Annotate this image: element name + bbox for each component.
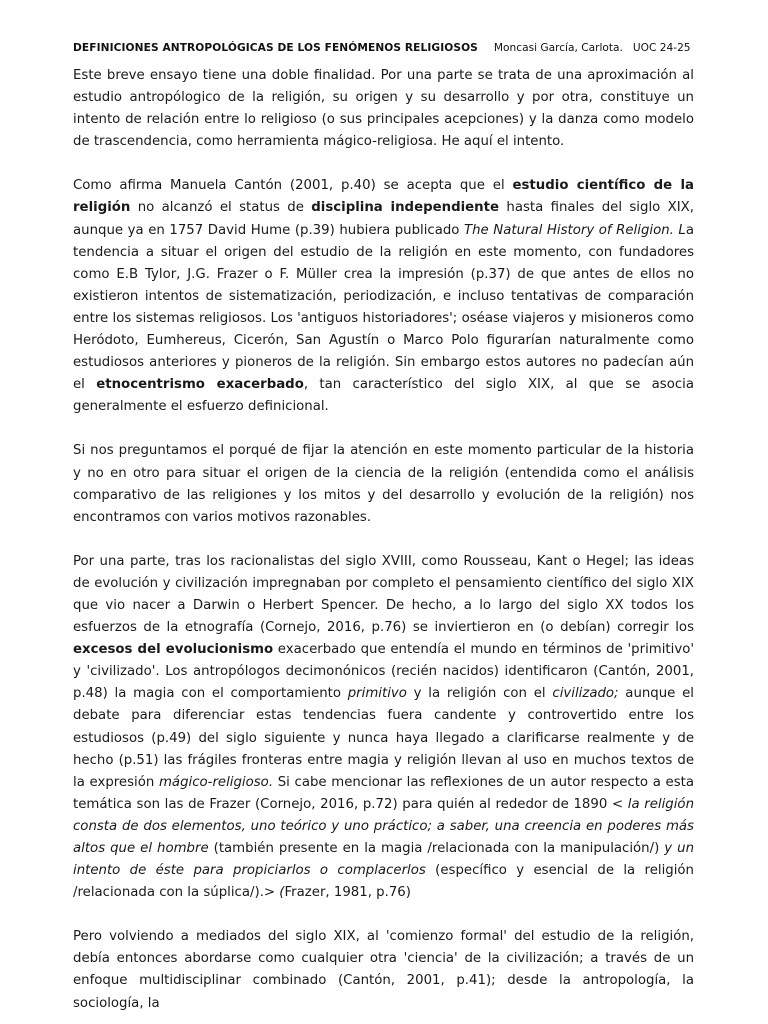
text-run: exacerbado que entendía el mundo en términos de 'primitivo' y 'civilizado'. Los antropólogos decimonónicos (recién nacidos) identificaron (Cantón, 2001, p.48) la magia con el comportamiento	[73, 642, 694, 702]
bold-phrase: disciplina independiente	[311, 200, 500, 216]
text-run: aunque el debate para diferenciar estas tendencias fuera candente y controvertido entre los estudiosos (p.49) del siglo siguiente y nunca haya llegado a clarificarse realmente y de hecho (p.51) las frágiles fronteras entre magia y religión llevan al uso en muchos textos de la expresión	[73, 686, 694, 790]
paragraph-intro: Este breve ensayo tiene una doble finalidad. Por una parte se trata de una aproximación al estudio antropólogico de la religión, su origen y su desarrollo y por otra, constituye un intento de relación entre lo religioso (o sus principales acepciones) y la danza como modelo de trascendencia, como herramienta mágico-religiosa. He aquí el intento.	[73, 68, 694, 150]
text-run: Frazer, 1981, p.76)	[284, 885, 411, 901]
italic-paren: (	[279, 885, 285, 901]
document-body	[73, 65, 694, 1015]
paragraph-evolution	[73, 551, 694, 905]
italic-phrase: civilizado;	[552, 686, 619, 702]
bold-phrase: etnocentrismo exacerbado	[96, 377, 304, 393]
text-run: no alcanzó el status de	[130, 200, 312, 216]
text-run: hasta finales del siglo XIX, aunque ya en 1757 David Hume (p.39) hubiera publicado	[73, 200, 694, 238]
text-run: , tan característico del siglo XIX, al que se asocia generalmente el esfuerzo definicional.	[73, 377, 694, 415]
header-title: DEFINICIONES ANTROPOLÓGICAS DE LOS FENÓMENOS RELIGIOSOS	[73, 42, 478, 54]
italic-quote: y un intento de éste para propiciarlos o complacerlos	[73, 841, 695, 879]
italic-phrase: mágico-religioso.	[158, 774, 274, 790]
text-run: (también presente en la magia /relacionada con la manipulación/)	[208, 841, 665, 856]
text-run: y la religión con el	[406, 686, 553, 702]
italic-quote: < la religión consta de dos elementos, uno teórico y uno práctico; a saber, una creencia en poderes más altos que el hombre	[73, 796, 694, 856]
paragraph-formal-start: Pero volviendo a mediados del siglo XIX, al 'comienzo formal' del estudio de la religión, debía entonces abordarse como cualquier otra 'ciencia' de la civilización; a través de un enfoque multidisciplinar combinado (Cantón, 2001, p.41); desde la antropología, la sociología, la	[73, 929, 694, 1011]
text-run: Como afirma Manuela Cantón (2001, p.40) se acepta que el	[73, 178, 513, 194]
bold-phrase: estudio científico de la religión	[73, 178, 694, 216]
italic-title: The Natural History of Religion. L	[464, 222, 686, 238]
text-run: a tendencia a situar el origen del estudio de la religión en este momento, con fundadores como E.B Tylor, J.G. Frazer o F. Müller crea la impresión (p.37) de que antes de ellos no existieron intentos de sistematización, periodización, e incluso tentativas de comparación entre los sistemas religiosos. Los 'antiguos historiadores'; oséase viajeros y misioneros como Heródoto, Eumhereus, Cicerón, San Agustín o Marco Polo figurarían naturalmente como estudiosos anteriores y pioneros de la religión. Sin embargo estos autores no padecían aún el	[73, 222, 694, 393]
text-run: Si cabe mencionar las reflexiones de un autor respecto a esta temática son las de Frazer (Cornejo, 2016, p.72) para quién al rededor de 1890	[73, 774, 695, 812]
text-run: (específico y esencial de la religión /relacionada con la súplica/).>	[73, 863, 694, 901]
paragraph-question: Si nos preguntamos el porqué de fijar la atención en este momento particular de la historia y no en otro para situar el origen de la ciencia de la religión (entendida como el análisis comparativo de las religiones y los mitos y del desarrollo y evolución de la religión) nos encontramos con varios motivos razonables.	[73, 443, 694, 525]
bold-phrase: excesos del evolucionismo	[73, 642, 274, 658]
header-course: UOC 24-25	[632, 42, 691, 54]
text-run: Por una parte, tras los racionalistas del siglo XVIII, como Rousseau, Kant o Hegel; las ideas de evolución y civilización impregnaban por completo el pensamiento científico del siglo XIX que vio nacer a Darwin o Herbert Spencer. De hecho, a lo largo del siglo XX todos los esfuerzos de la etnografía (Cornejo, 2016, p.76) se inviertieron en (o debían) corregir los	[73, 553, 694, 636]
italic-phrase: primitivo	[347, 686, 407, 702]
running-header	[73, 42, 713, 54]
paragraph-canton	[73, 175, 694, 418]
header-author: Moncasi García, Carlota.	[493, 42, 623, 54]
